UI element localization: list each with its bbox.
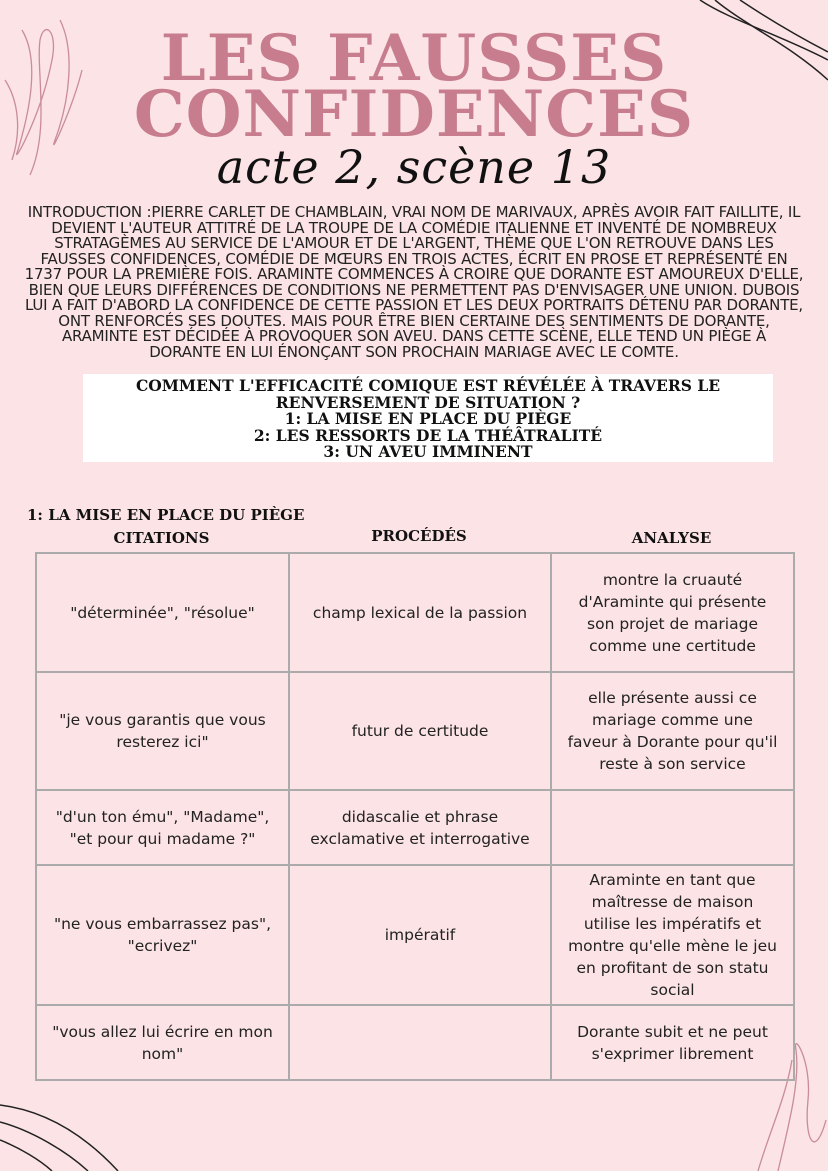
problematique-part-3: 3: UN AVEU IMMINENT — [323, 442, 533, 461]
table-cell-analyse: elle présente aussi ce mariage comme une faveur à Dorante pour qu'il reste à son service — [551, 672, 794, 790]
table-cell-procede: futur de certitude — [289, 672, 551, 790]
section-title: 1: LA MISE EN PLACE DU PIÈGE — [27, 506, 305, 524]
problematique-box — [83, 374, 773, 462]
table-cell-procede: impératif — [289, 865, 551, 1005]
table-cell-citation: "d'un ton ému", "Madame", "et pour qui madame ?" — [36, 790, 289, 865]
table-cell-citation: "déterminée", "résolue" — [36, 553, 289, 672]
column-header-procedes: PROCÉDÉS — [371, 527, 467, 545]
page-subtitle: acte 2, scène 13 — [216, 140, 612, 194]
table-row — [36, 672, 794, 790]
table-cell-analyse: Dorante subit et ne peut s'exprimer librement — [551, 1005, 794, 1080]
column-header-analyse: ANALYSE — [631, 529, 712, 547]
table-cell-analyse: Araminte en tant que maîtresse de maison utilise les impératifs et montre qu'elle mène le jeu en profitant de son statu social — [551, 865, 794, 1005]
table-row — [36, 553, 794, 672]
problematique-question: COMMENT L'EFFICACITÉ COMIQUE EST RÉVÉLÉE À TRAVERS LE RENVERSEMENT DE SITUATION ? — [135, 376, 721, 412]
table-cell-procede: didascalie et phrase exclamative et interrogative — [289, 790, 551, 865]
page-title-line2: CONFIDENCES — [133, 77, 695, 152]
table-cell-citation: "vous allez lui écrire en mon nom" — [36, 1005, 289, 1080]
table-row — [36, 790, 794, 865]
table-cell-citation: "ne vous embarrassez pas", "ecrivez" — [36, 865, 289, 1005]
column-header-citations: CITATIONS — [113, 529, 210, 547]
table-cell-citation: "je vous garantis que vous resterez ici" — [36, 672, 289, 790]
table-row — [36, 865, 794, 1005]
problematique-part-1: 1: LA MISE EN PLACE DU PIÈGE — [284, 409, 572, 428]
table-cell-analyse: montre la cruauté d'Araminte qui présente son projet de mariage comme une certitude — [551, 553, 794, 672]
table-cell-procede: champ lexical de la passion — [289, 553, 551, 672]
table-cell-analyse — [551, 790, 794, 865]
table-cell-procede — [289, 1005, 551, 1080]
analysis-table — [35, 552, 795, 1081]
introduction-text: INTRODUCTION :PIERRE CARLET DE CHAMBLAIN, VRAI NOM DE MARIVAUX, APRÈS AVOIR FAIT FAILLITE, IL DEVIENT L'AUTEUR ATTITRÉ DE LA TROUPE DE LA COMÉDIE ITALIENNE ET INVENTÉ DE NOMBREUX STRATAGÈMES AU SERVICE DE L'AMOUR ET DE L'ARGENT, THÈME QUE L'ON RETROUVE DANS LES FAUSSES CONFIDENCES, COMÉDIE DE MŒURS EN TROIS ACTES, ÉCRIT EN PROSE ET REPRÉSENTÉ EN 1737 POUR LA PREMIÈRE FOIS. ARAMINTE COMMENCES À CROIRE QUE DORANTE EST AMOUREUX D'ELLE, BIEN QUE LEURS DIFFÉRENCES DE CONDITIONS NE PERMETTENT PAS D'ENVISAGER UNE UNION. DUBOIS LUI A FAIT D'ABORD LA CONFIDENCE DE CETTE PASSION ET LES DEUX PORTRAITS DÉTENU PAR DORANTE, ONT RENFORCÉS SES DOUTES. MAIS POUR ÊTRE BIEN CERTAINE DES SENTIMENTS DE DORANTE, ARAMINTE EST DÉCIDÉE À PROVOQUER SON AVEU. DANS CETTE SCÈNE, ELLE TEND UN PIÈGE À DORANTE EN LUI ÉNONÇANT SON PROCHAIN MARIAGE AVEC LE COMTE. — [24, 203, 804, 361]
problematique-part-2: 2: LES RESSORTS DE LA THÉÂTRALITÉ — [253, 425, 603, 445]
page-title-line1: LES FAUSSES — [160, 21, 668, 96]
table-row — [36, 1005, 794, 1080]
